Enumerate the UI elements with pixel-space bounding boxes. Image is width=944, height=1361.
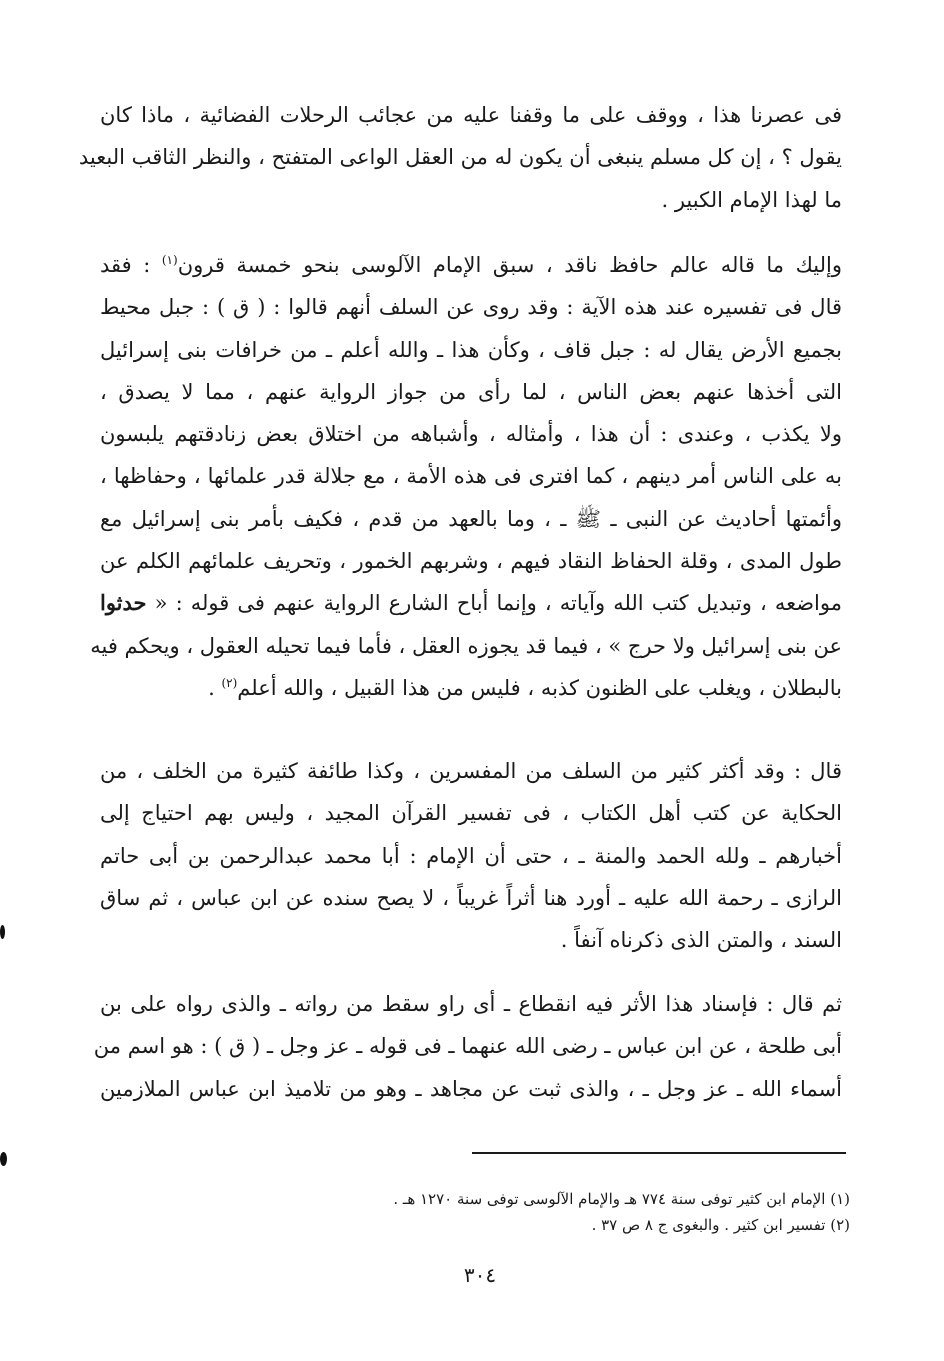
text-line: الرازى ـ رحمة الله عليه ـ أورد هنا أثراً غريباً ، لا يصح سنده عن ابن عباس ، ثم ساق [100,885,842,910]
text-line: وأئمتها أحاديث عن النبى ـ ﷺ ـ ، وما بالعهد من قدم ، فكيف بأمر بنى إسرائيل مع [100,506,842,531]
text-line: قال : وقد أكثر كثير من السلف من المفسرين ، وكذا طائفة كثيرة من الخلف ، من [100,759,842,783]
footnote-2: (٢) تفسير ابن كثير . والبغوى ج ٨ ص ٣٧ . [591,1216,850,1234]
text-line: السند ، والمتن الذى ذكرناه آنفاً . [560,928,842,953]
text-line: ثم قال : فإسناد هذا الأثر فيه انقطاع ـ أى راو سقط من رواته ـ والذى رواه على بن [100,992,842,1016]
text-line: أسماء الله ـ عز وجل ـ ، والذى ثبت عن مجاهد ـ وهو من تلاميذ ابن عباس الملازمين [100,1076,842,1101]
text-line: التى أخذها عنهم بعض الناس ، لما رأى من جواز الرواية عنهم ، مما لا يصدق ، [100,379,842,404]
text-line: أخبارهم ـ ولله الحمد والمنة ـ ، حتى أن الإمام : أبا محمد عبدالرحمن بن أبى حاتم [100,843,842,868]
text-line: أبى طلحة ، عن ابن عباس ـ رضى الله عنهما ـ فى قوله ـ عز وجل ـ ( ق ) : هو اسم من [93,1034,842,1059]
hadith-quote: حدثوا [100,590,147,616]
text-line: ولا يكذب ، وعندى : أن هذا ، وأمثاله ، وأشباهه من اختلاق بعض زنادقتهم يلبسون [100,422,842,447]
text-line: قال فى تفسيره عند هذه الآية : وقد روى عن السلف أنهم قالوا : ( ق ) : جبل محيط [100,295,843,320]
text-line: بجميع الأرض يقال له : جبل قاف ، وكأن هذا ـ والله أعلم ـ من خرافات بنى إسرائيل [100,337,842,362]
footnotes [290,1186,850,1238]
text-line [100,582,842,624]
text-segment: وإليك ما قاله عالم حافظ ناقد ، سبق الإمام الآلوسى بنحو خمسة قرون [177,253,842,277]
footnote-1: (١) الإمام ابن كثير توفى سنة ٧٧٤ هـ والإمام الآلوسى توفى سنة ١٢٧٠ هـ . [393,1190,850,1208]
page-number: ٣٠٤ [463,1263,497,1287]
text-line: به على الناس أمر دينهم ، كما افترى فى هذه الأمة ، مع جلالة قدر علمائها ، وحفاظها ، [100,464,842,489]
scan-artifact [0,925,5,939]
text-segment: بالبطلان ، ويغلب على الظنون كذبه ، فليس من هذا القبيل ، والله أعلم [237,675,842,700]
text-line: بالبطلان ، ويغلب على الظنون كذبه ، فليس من هذا القبيل ، والله أعلم$^{(٢)}$ . [208,675,842,700]
text-line [100,244,842,286]
text-segment: مواضعه ، وتبديل كتب الله وآياته ، وإنما أباح الشارع الرواية عنهم فى قوله : « [154,591,842,616]
footnote-ref[interactable]: (١) [161,253,178,267]
paragraph-3 [100,750,842,961]
text-line: الحكاية عن كتب أهل الكتاب ، فى تفسير القرآن المجيد ، وليس بهم احتياج إلى [100,801,842,826]
paragraph-2 [90,244,843,709]
paragraph-1 [78,94,842,221]
text-line: طول المدى ، وقلة الحفاظ النقاد فيهم ، وشربهم الخمور ، وتحريف علمائهم الكلم عن [100,549,842,574]
footnote-ref[interactable]: (٢) [221,675,238,690]
text-line: ما لهذا الإمام الكبير . [661,187,842,212]
text-line: يقول ؟ ، إن كل مسلم ينبغى أن يكون له من العقل الواعى المتفتح ، والنظر الثاقب البعيد [78,145,842,170]
text-line: فى عصرنا هذا ، ووقف على ما وقفنا عليه من عجائب الرحلات الفضائية ، ماذا كان [100,103,842,127]
text-segment: : فقد [100,253,151,277]
paragraph-4 [93,983,842,1110]
scan-artifact [0,1152,7,1166]
text-line: عن بنى إسرائيل ولا حرج » ، فيما قد يجوزه العقل ، فأما فيما تحيله العقول ، ويحكم فيه [90,633,842,658]
footnote-separator [472,1152,846,1154]
